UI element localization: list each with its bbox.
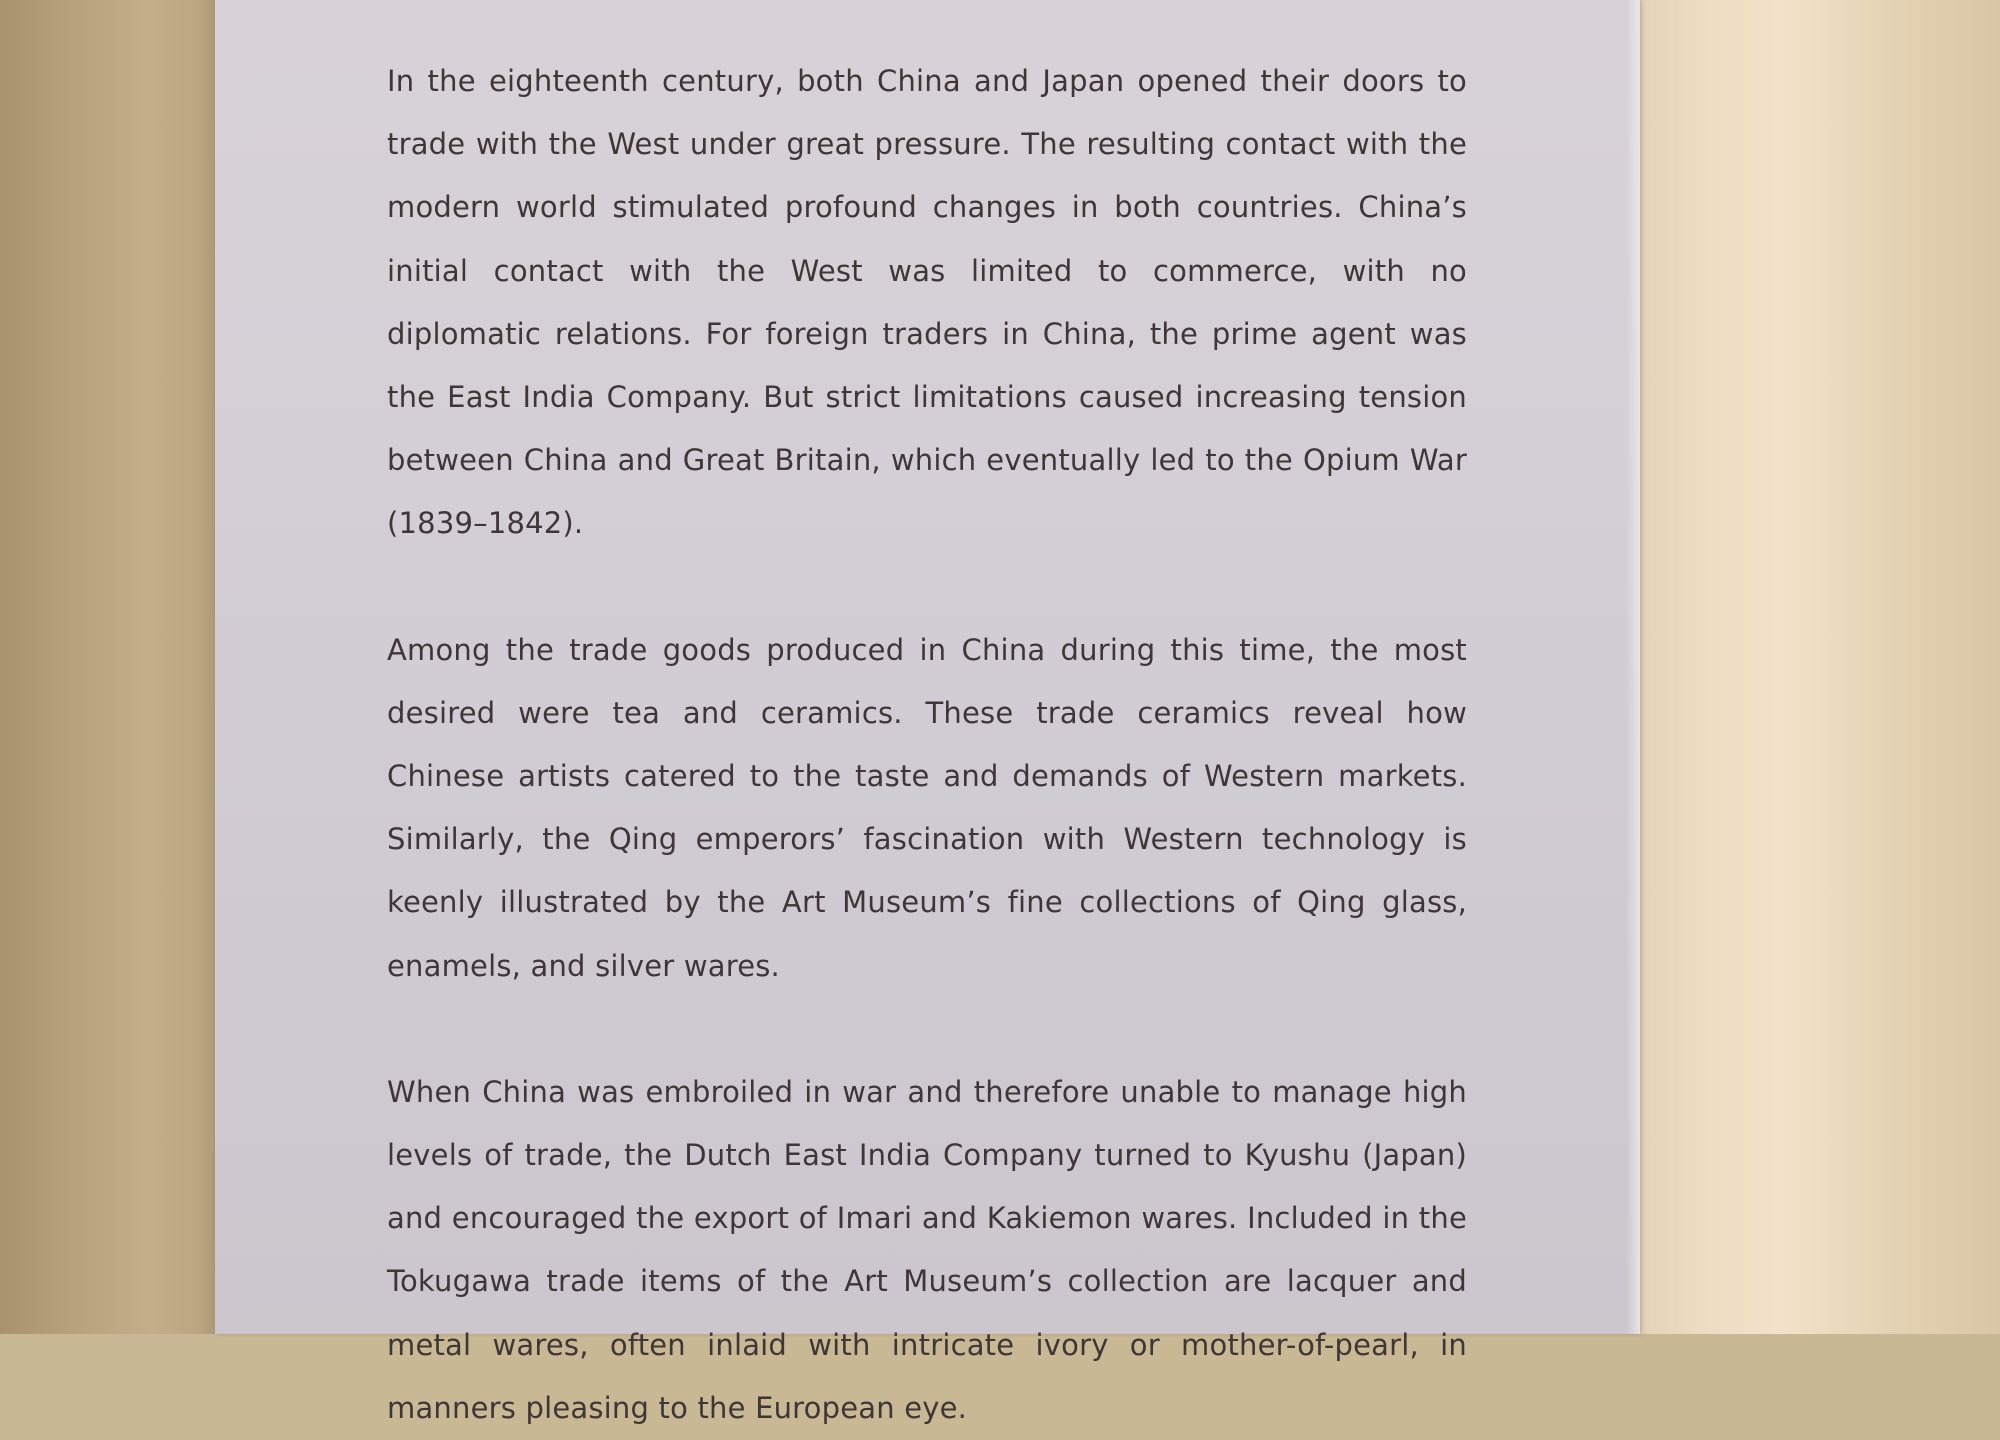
paragraph-2: Among the trade goods produced in China during this time, the most desired were tea and ceramics. These trade ceramics reveal how Chinese artists catered to the taste and demands of Western markets. Similarly, the Qing emperors’ fascination with Western technology is keenly illustrated by the Art Museum’s fine collections of Qing glass, enamels, and silver wares. <box>387 632 1467 983</box>
placard-text <box>387 50 1467 1440</box>
panel-edge <box>1626 0 1640 1334</box>
paragraph-3: When China was embroiled in war and therefore unable to manage high levels of trade, the Dutch East India Company turned to Kyushu (Japan) and encouraged the export of Imari and Kakiemon wares. Included in the Tokugawa trade items of the Art Museum’s collection are lacquer and metal wares, often inlaid with intricate ivory or mother-of-pearl, in manners pleasing to the European eye. <box>387 1074 1467 1425</box>
paragraph-1: In the eighteenth century, both China and Japan opened their doors to trade with the West under great pressure. The resulting contact with the modern world stimulated profound changes in both countries. China’s initial contact with the West was limited to commerce, with no diplomatic relations. For foreign traders in China, the prime agent was the East India Company. But strict limitations caused increasing tension between China and Great Britain, which eventually led to the Opium War (1839–1842). <box>387 64 1467 541</box>
